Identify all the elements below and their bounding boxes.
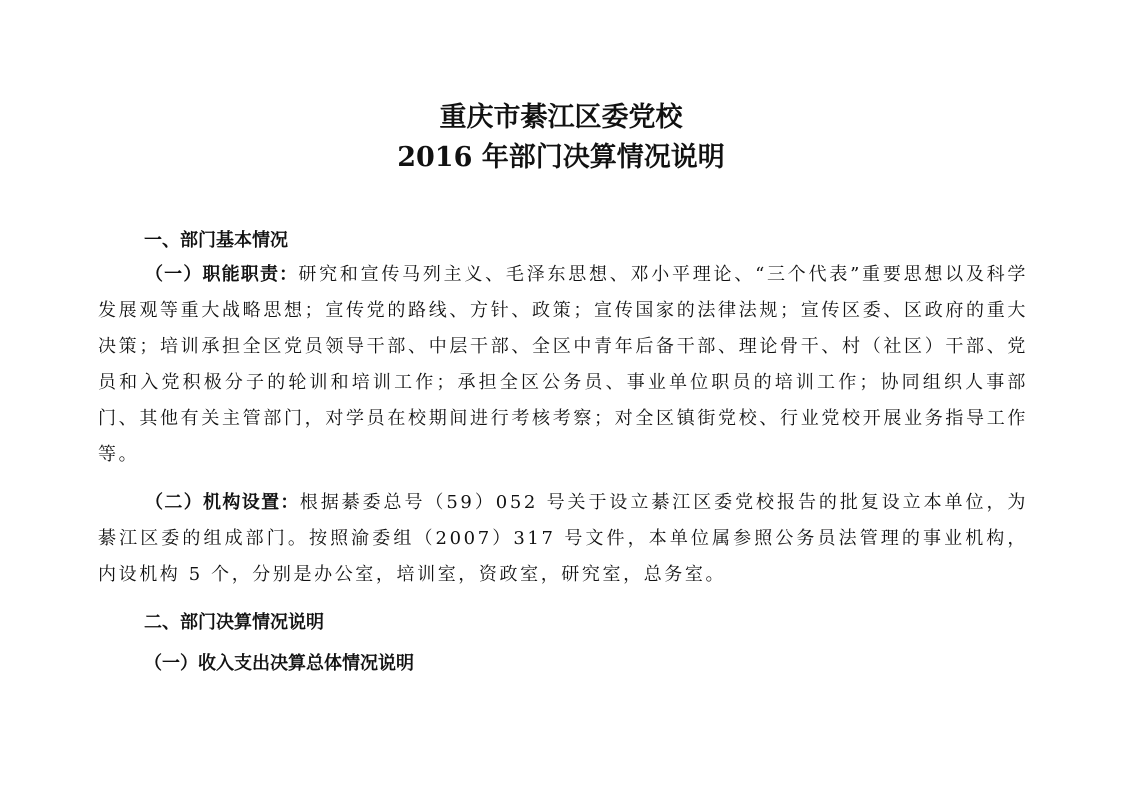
paragraph-organization — [98, 485, 1028, 593]
document-title-line1: 重庆市綦江区委党校 — [439, 102, 683, 133]
paragraph-functions-lead: （一）职能职责： — [145, 264, 299, 285]
document-title-line2: 2016 年部门决算情况说明 — [397, 142, 725, 173]
subsection-heading-income-expenditure: （一）收入支出决算总体情况说明 — [144, 653, 414, 674]
paragraph-organization-body: 根据綦委总号（59）052 号关于设立綦江区委党校报告的批复设立本单位，为綦江区委的组成部门。按照渝委组（2007）317 号文件，本单位属参照公务员法管理的事业机构，内设机构 5 个，分别是办公室，培训室，资政室，研究室，总务室。 — [98, 492, 1028, 585]
paragraph-organization-lead: （二）机构设置： — [145, 492, 300, 513]
section-heading-final-accounts: 二、部门决算情况说明 — [144, 612, 324, 633]
section-heading-basic-info: 一、部门基本情况 — [144, 230, 288, 251]
paragraph-functions — [98, 257, 1028, 473]
paragraph-functions-body: 研究和宣传马列主义、毛泽东思想、邓小平理论、“三个代表”重要思想以及科学发展观等重大战略思想；宣传党的路线、方针、政策；宣传国家的法律法规；宣传区委、区政府的重大决策；培训承担全区党员领导干部、中层干部、全区中青年后备干部、理论骨干、村（社区）干部、党员和入党积极分子的轮训和培训工作；承担全区公务员、事业单位职员的培训工作；协同组织人事部门、其他有关主管部门，对学员在校期间进行考核考察；对全区镇街党校、行业党校开展业务指导工作等。 — [98, 264, 1028, 465]
